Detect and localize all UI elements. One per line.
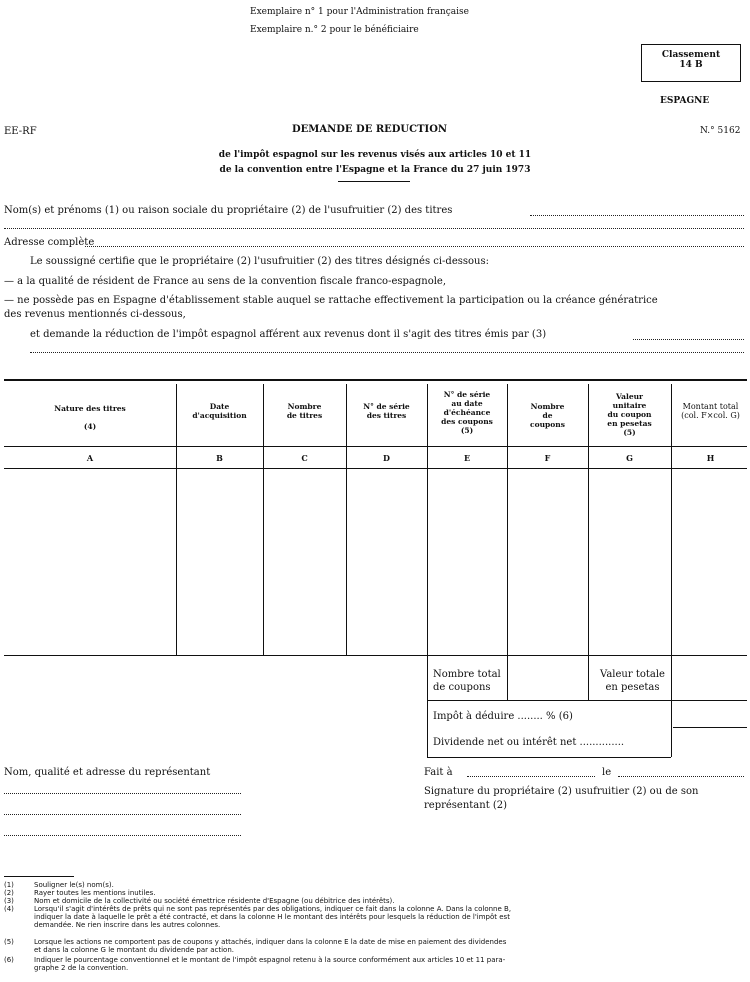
condition-item-1: — a la qualité de résident de France au sens de la convention fiscale franco-espagnole, (4, 276, 447, 287)
footnote-3-num: (3) (4, 897, 14, 905)
col-letter-h: H (706, 453, 715, 463)
footnote-6-num: (6) (4, 956, 14, 964)
col-letter-a: A (86, 453, 94, 463)
representative-label: Nom, qualité et adresse du représentant (4, 767, 211, 778)
request-text: et demande la réduction de l'impôt espagnol afférent aux revenus dont il s'agit des titres émis par (3) (30, 329, 547, 340)
date-label: le (602, 767, 612, 778)
footnote-4-num: (4) (4, 905, 14, 913)
footnote-3-text: Nom et domicile de la collectivité ou société émettrice résidente d'Espagne (ou débitrice des intérêts). (34, 897, 395, 905)
col-header-g: Valeur unitaire du coupon en pesetas (5) (607, 392, 652, 437)
signature-line-1: Signature du propriétaire (2) usufruitier (2) ou de son (424, 786, 699, 797)
fait-a-label: Fait à (424, 767, 453, 778)
footnote-6-text-2: graphe 2 de la convention. (34, 964, 129, 972)
classement-box (641, 44, 741, 82)
impot-label: Impôt à déduire ........ % (6) (433, 711, 573, 722)
form-code: EE-RF (4, 126, 37, 137)
footnote-4-text-2: indiquer la date à laquelle le prêt a été contracté, et dans la colonne H le montant des intérêts pour lesquels la réduction de l'impôt est (34, 913, 510, 921)
footnote-5-text-2: et dans la colonne G le montant du dividende par action. (34, 946, 234, 954)
col-letter-b: B (216, 453, 223, 463)
address-field[interactable] (85, 246, 744, 247)
col-header-b: Date d'acquisition (192, 402, 247, 420)
country-label: ESPAGNE (660, 96, 710, 106)
col-header-d: N° de série des titres (363, 402, 410, 420)
representative-field-1[interactable] (4, 793, 241, 794)
representative-field-2[interactable] (4, 814, 241, 815)
footnote-1-text: Souligner le(s) nom(s). (34, 881, 114, 889)
classement-label: Classement (661, 50, 721, 60)
footnote-6-text-1: Indiquer le pourcentage conventionnel et le montant de l'impôt espagnol retenu à la source conformément aux articles 10 et 11 para- (34, 956, 506, 964)
date-field[interactable] (618, 776, 744, 777)
col-header-c: Nombre de titres (286, 402, 323, 420)
footnote-4-text-1: Lorsqu'il s'agit d'intérêts de prêts qui ne sont pas représentés par des obligations, indiquer ce fait dans la colonne A. Dans la colonne B, (34, 905, 512, 913)
col-letter-c: C (301, 453, 308, 463)
col-header-a: Nature des titres (4) (54, 404, 126, 431)
names-field-continued[interactable] (4, 228, 744, 229)
place-field[interactable] (467, 776, 595, 777)
footnote-4-text-3: demandée. Ne rien inscrire dans les autres colonnes. (34, 921, 221, 929)
form-title: DEMANDE DE REDUCTION (292, 124, 448, 135)
issuer-field[interactable] (633, 339, 744, 340)
names-field[interactable] (530, 215, 744, 216)
footnote-5-num: (5) (4, 938, 14, 946)
issuer-field-continued[interactable] (30, 352, 744, 353)
dividende-label: Dividende net ou intérêt net .............. (433, 737, 625, 748)
subtitle-line-1: de l'impôt espagnol sur les revenus visés aux articles 10 et 11 (218, 150, 532, 160)
representative-field-3[interactable] (4, 835, 241, 836)
copy-line-2: Exemplaire n.° 2 pour le bénéficiaire (250, 25, 419, 35)
subtitle-line-2: de la convention entre l'Espagne et la France du 27 juin 1973 (219, 165, 531, 175)
address-label: Adresse complète (4, 237, 95, 248)
condition-item-2-cont: des revenus mentionnés ci-dessous, (4, 309, 186, 320)
footnote-5-text-1: Lorsque les actions ne comportent pas de coupons y attachés, indiquer dans la colonne E la date de mise en paiement des dividendes (34, 938, 507, 946)
signature-line-2: représentant (2) (424, 800, 508, 811)
footnote-1-num: (1) (4, 881, 14, 889)
col-header-h: Montant total (col. F×col. G) (681, 402, 740, 420)
col-letter-e: E (463, 453, 471, 463)
names-label: Nom(s) et prénoms (1) ou raison sociale du propriétaire (2) de l'usufruitier (2) des titres (4, 205, 453, 216)
certify-text: Le soussigné certifie que le propriétaire (2) l'usufruitier (2) des titres désignés ci-dessous: (30, 256, 489, 267)
col-letter-d: D (383, 453, 390, 463)
footnote-2-text: Rayer toutes les mentions inutiles. (34, 889, 156, 897)
footnote-2-num: (2) (4, 889, 14, 897)
col-letter-f: F (544, 453, 551, 463)
title-underline (338, 181, 410, 182)
total-coupons-label: Nombre total de coupons (433, 669, 501, 693)
footnote-divider (4, 876, 74, 877)
col-header-e: N° de série au date d'échéance des coupons (5) (441, 390, 493, 435)
col-letter-g: G (626, 453, 633, 463)
col-header-f: Nombre de coupons (530, 402, 565, 429)
condition-item-2: — ne possède pas en Espagne d'établissement stable auquel se rattache effectivement la participation ou la créance génératrice (4, 295, 658, 306)
classement-value: 14 B (679, 60, 703, 70)
total-value-label: Valeur totale en pesetas (600, 669, 665, 693)
form-number: N.° 5162 (700, 126, 741, 136)
copy-line-1: Exemplaire n° 1 pour l'Administration française (250, 7, 469, 17)
